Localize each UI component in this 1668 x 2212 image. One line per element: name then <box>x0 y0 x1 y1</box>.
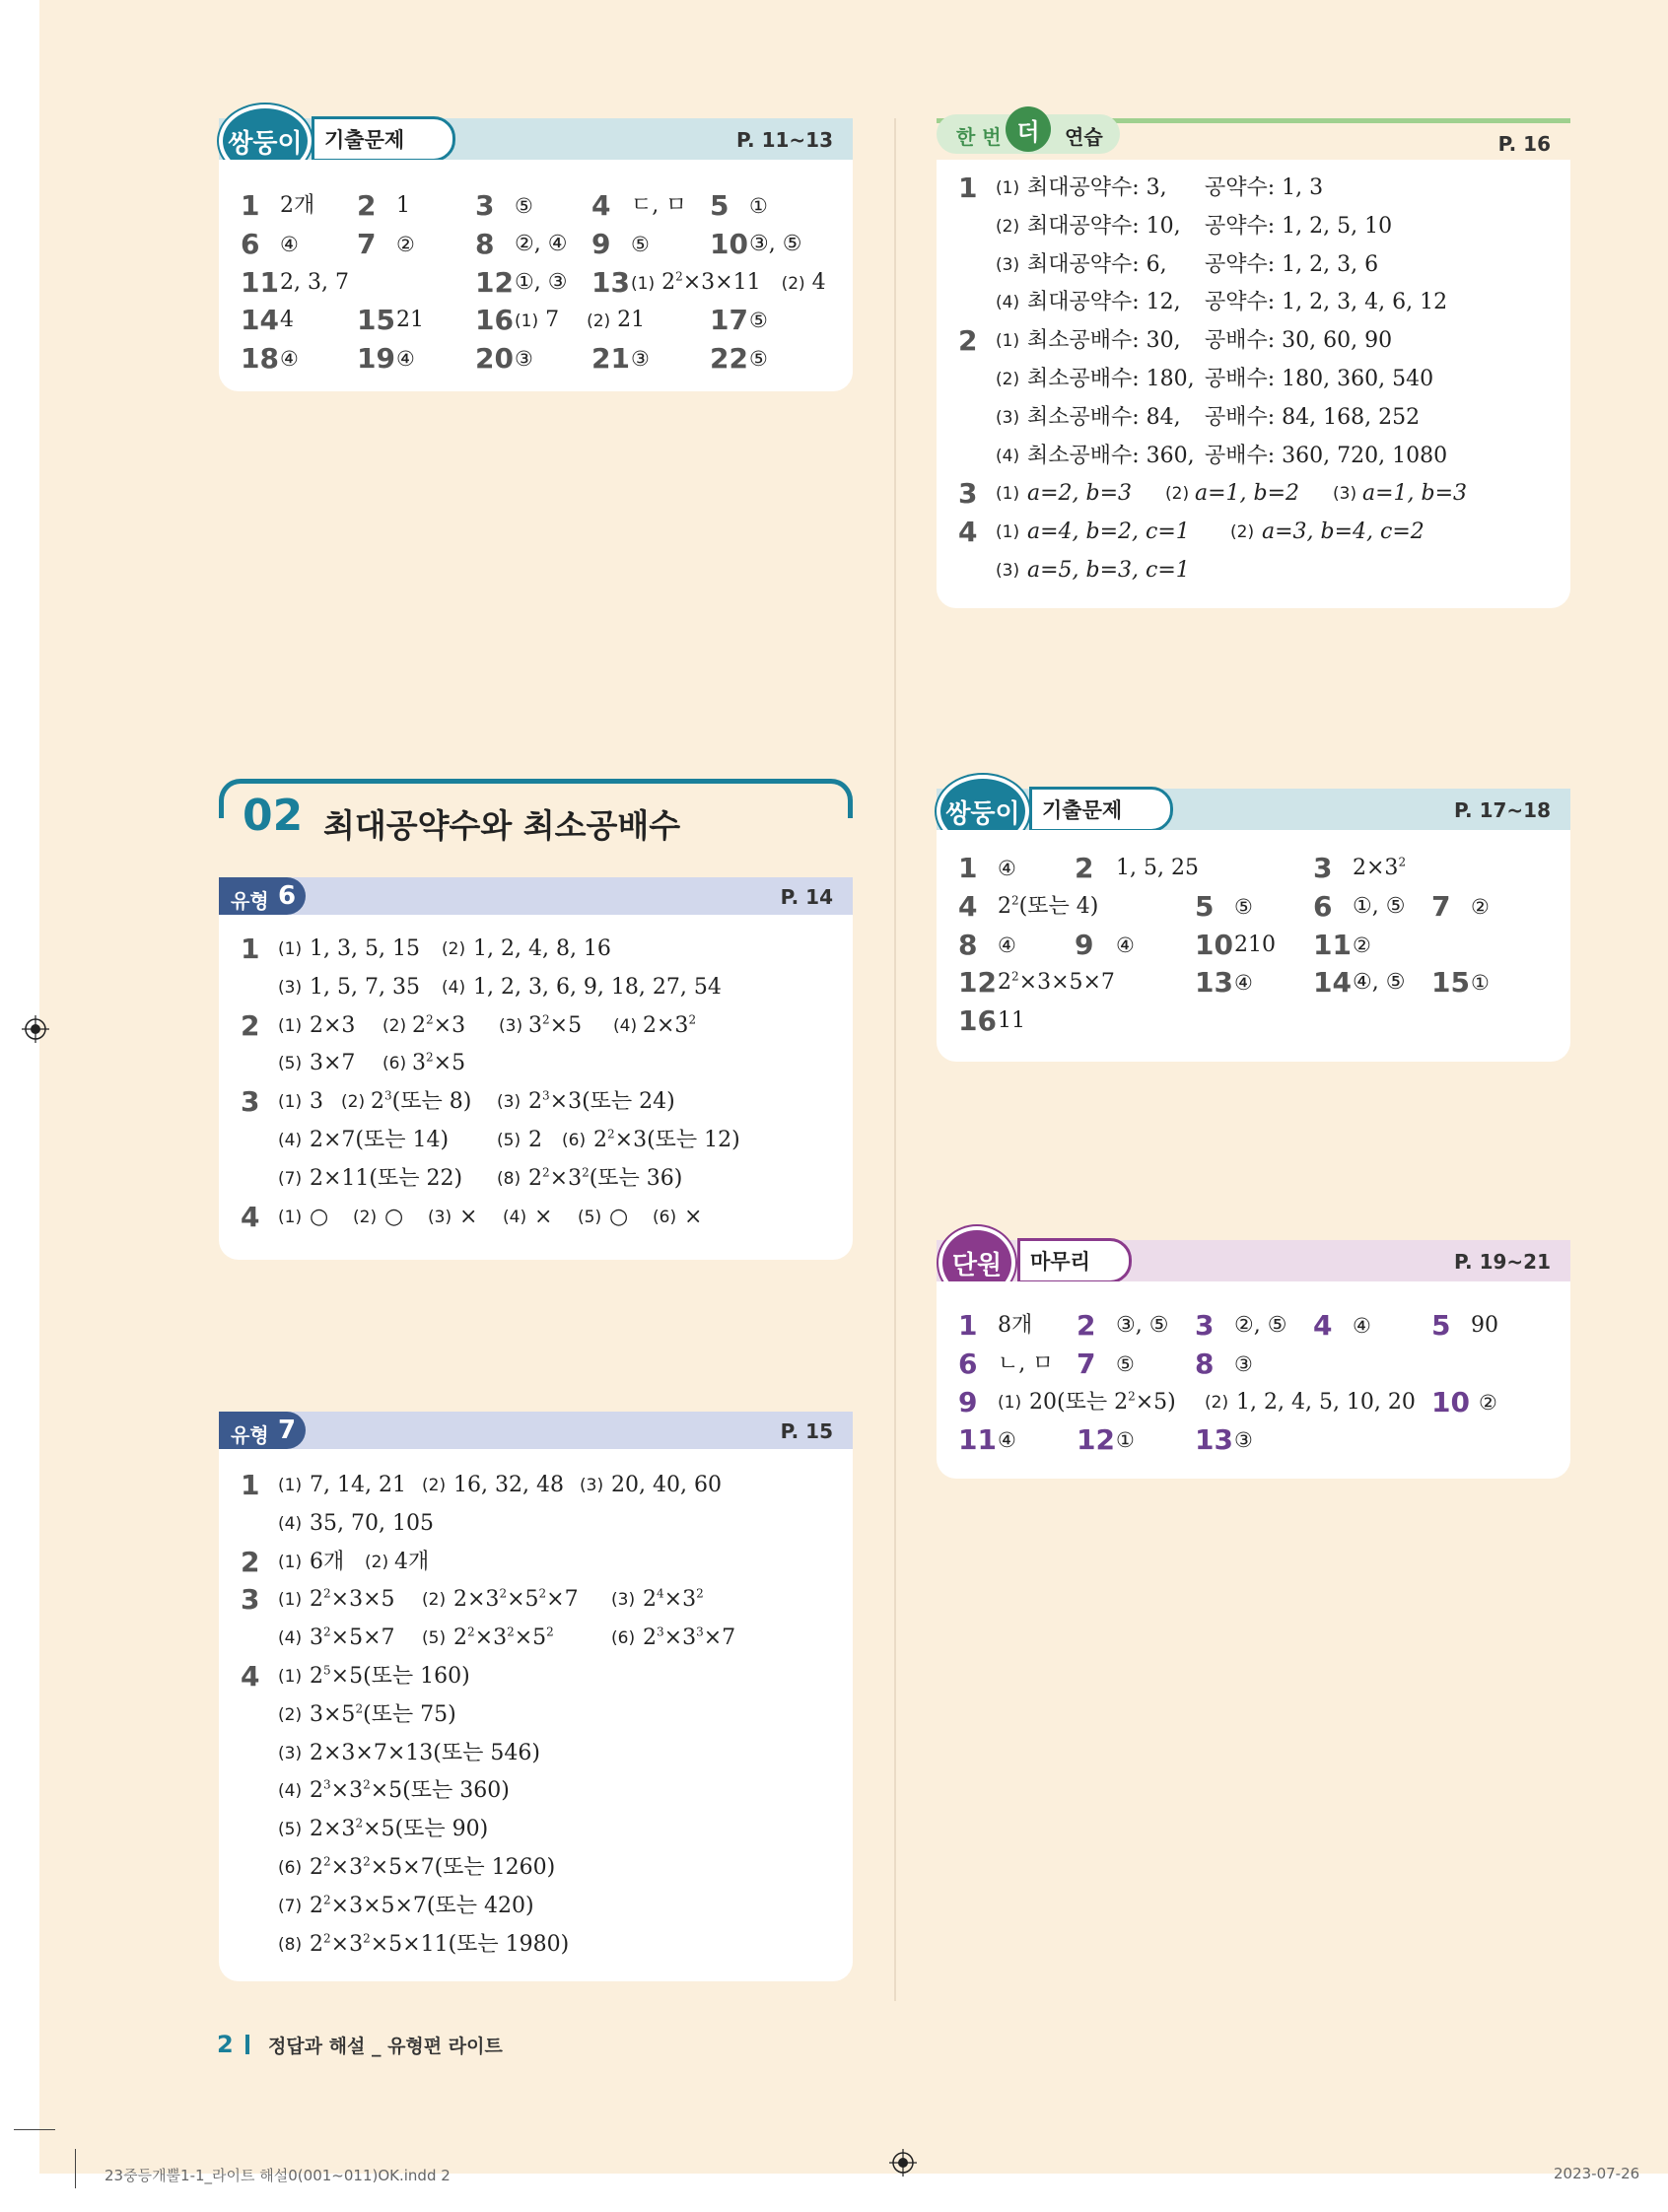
card-header <box>219 877 853 915</box>
answer-row: (7) $2^2\times 3\times 5\times 7$(또는 420) <box>278 1893 534 1918</box>
answer-row: 11 ④ 12 ① 13 ③ <box>958 1423 1253 1457</box>
answer-row: (4) 최소공배수: 360, 공배수: 360, 720, 1080 <box>996 443 1448 468</box>
badge-more: 더 <box>1006 106 1051 152</box>
registration-mark-icon <box>22 1015 49 1043</box>
page-reference: P. 15 <box>780 1419 833 1443</box>
answer-row: 1 ④ 2 1, 5, 25 3 $2\times 3^2$ <box>958 852 1407 884</box>
answer-row: (4) 35, 70, 105 <box>278 1510 434 1536</box>
answer-row: 16 11 <box>958 1004 1025 1038</box>
answer-row: 2 (1) 최소공배수: 30, 공배수: 30, 60, 90 <box>958 324 1393 358</box>
type-badge: 유형 7 <box>219 1412 306 1449</box>
answer-row: (5) $2\times 3^2\times 5$(또는 90) <box>278 1816 489 1842</box>
footer-text: 정답과 해설 _ 유형편 라이트 <box>267 2036 503 2057</box>
header-label: 마무리 <box>1017 1238 1132 1283</box>
card-header <box>219 118 853 160</box>
answer-row: 9 (1) 20(또는 $2^2\times 5$) (2) 1, 2, 4, 5, 10, 20 10 ② <box>958 1385 1497 1418</box>
crop-mark <box>75 2149 76 2188</box>
page-reference: P. 17~18 <box>1454 798 1551 822</box>
answer-row: 1 8개 2 ③, ⑤ 3 ②, ⑤ 4 ④ 5 90 <box>958 1309 1498 1342</box>
answer-row: (2) 최소공배수: 180, 공배수: 180, 360, 540 <box>996 366 1434 391</box>
answer-row: 3 (1) a=2, b=3 (2) a=1, b=2 (3) a=1, b=3 <box>958 477 1468 511</box>
answer-row: (4) $2^3\times 3^2\times 5$(또는 360) <box>278 1778 510 1804</box>
answer-row: (2) $3\times 5^2$(또는 75) <box>278 1701 456 1727</box>
header-label: 기출문제 <box>1029 787 1173 832</box>
answer-row: 4 $2^2$(또는 4) 5 ⑤ 6 ①, ⑤ 7 ② <box>958 889 1490 923</box>
answer-row: 1 (1) 최대공약수: 3, 공약수: 1, 3 <box>958 172 1324 204</box>
registration-mark-icon <box>889 2149 917 2177</box>
header-label: 연습 <box>1065 125 1103 149</box>
page-reference: P. 11~13 <box>736 128 833 152</box>
answer-row: (3) 1, 5, 7, 35 (4) 1, 2, 3, 6, 9, 18, 27, 54 <box>278 974 722 1000</box>
answer-row: 2 (1) 2×3 (2) $2^2\times 3$ (3) $3^2\times 5$ (4) $2\times 3^2$ <box>241 1008 697 1042</box>
badge-prefix: 한 번 <box>956 125 1002 149</box>
answer-row: 8 ④ 9 ④ 10 210 11 ② <box>958 928 1371 961</box>
answer-box <box>937 160 1570 608</box>
answer-row: (8) $2^2\times 3^2\times 5\times 11$(또는 1980) <box>278 1931 570 1957</box>
answer-row: 14 4 15 21 16 (1) 7 (2) 21 17 ⑤ <box>241 304 768 337</box>
card-header <box>219 1412 853 1449</box>
answer-row: (4) 최대공약수: 12, 공약수: 1, 2, 3, 4, 6, 12 <box>996 290 1448 315</box>
page-reference: P. 14 <box>780 885 833 909</box>
badge-unit: 단원 <box>938 1226 1015 1299</box>
section-title: 최대공약수와 최소공배수 <box>323 806 681 845</box>
answer-row: 1 (1) 7, 14, 21 (2) 16, 32, 48 (3) 20, 40, 60 <box>241 1469 722 1501</box>
answer-row: (3) 최소공배수: 84, 공배수: 84, 168, 252 <box>996 404 1421 430</box>
page-footer <box>217 2031 503 2058</box>
answer-row: (4) $3^2\times 5\times 7$ (5) $2^2\times 3^2\times 5^2$ (6) $2^3\times 3^3\times 7$ <box>278 1624 736 1651</box>
column-divider <box>894 118 896 2001</box>
answer-box <box>937 1281 1570 1479</box>
answer-row: 3 (1) 3 (2) $2^3$(또는 8) (3) $2^3\times 3$(또는 24) <box>241 1085 675 1119</box>
answer-row: 6 ㄴ, ㅁ 7 ⑤ 8 ③ <box>958 1347 1253 1380</box>
answer-row: (3) 최대공약수: 6, 공약수: 1, 2, 3, 6 <box>996 251 1379 277</box>
answer-row: 12 $2^2\times 3\times 5\times 7$ 13 ④ 14 ④, ⑤ 15 ① <box>958 966 1490 1000</box>
section-number: 02 <box>237 791 309 841</box>
answer-row: (6) $2^2\times 3^2\times 5\times 7$(또는 1260) <box>278 1854 556 1880</box>
answer-box <box>219 160 853 391</box>
header-label: 기출문제 <box>312 116 455 162</box>
answer-row: 2 (1) 6개 (2) 4개 <box>241 1545 430 1578</box>
slug-date: 2023-07-26 <box>1554 2165 1640 2182</box>
answer-box <box>219 915 853 1260</box>
answer-row: 4 (1) ○ (2) ○ (3) × (4) × (5) ○ (6) × <box>241 1200 703 1233</box>
footer-bar <box>245 2035 249 2054</box>
answer-row: 1 (1) 1, 3, 5, 15 (2) 1, 2, 4, 8, 16 <box>241 933 611 965</box>
page-number: 2 <box>217 2031 234 2058</box>
crop-mark <box>14 2129 55 2130</box>
badge-twin: 쌍둥이 <box>937 775 1029 848</box>
answer-row: 3 (1) $2^2\times 3\times 5$ (2) $2\times 3^2\times 5^2\times 7$ (3) $2^4\times 3^2$ <box>241 1583 704 1617</box>
badge-twin: 쌍둥이 <box>219 104 312 177</box>
card-header <box>937 1240 1570 1281</box>
answer-row: (5) 3×7 (6) $3^2\times 5$ <box>278 1051 466 1076</box>
answer-row: 11 2, 3, 7 12 ①, ③ 13 (1) $2^2\times 3\times 11$ (2) 4 <box>241 265 826 299</box>
slug-filename: 23중등개뿔1-1_라이트 해설0(001~011)OK.indd 2 <box>104 2167 451 2184</box>
answer-row: (4) 2×7(또는 14) (5) 2 (6) $2^2\times 3$(또는 12) <box>278 1127 740 1152</box>
answer-row: (2) 최대공약수: 10, 공약수: 1, 2, 5, 10 <box>996 213 1393 239</box>
answer-row: (3) 2×3×7×13(또는 546) <box>278 1740 540 1765</box>
answer-box <box>219 1449 853 1981</box>
card-header <box>937 789 1570 830</box>
page-reference: P. 16 <box>1497 132 1551 156</box>
answer-row: 4 (1) $2^5\times 5$(또는 160) <box>241 1659 470 1693</box>
answer-row: (3) a=5, b=3, c=1 <box>996 557 1190 583</box>
answer-row: 18 ④ 19 ④ 20 ③ 21 ③ 22 ⑤ <box>241 342 768 376</box>
page-reference: P. 19~21 <box>1454 1250 1551 1274</box>
answer-box <box>937 830 1570 1062</box>
type-badge: 유형 6 <box>219 877 306 915</box>
answer-row: 4 (1) a=4, b=2, c=1 (2) a=3, b=4, c=2 <box>958 516 1425 549</box>
answer-row: 6 ④ 7 ② 8 ②, ④ 9 ⑤ 10 ③, ⑤ <box>241 227 802 260</box>
answer-row: 1 2개 2 1 3 ⑤ 4 ㄷ, ㅁ 5 ① <box>241 189 768 222</box>
answer-row: (7) 2×11(또는 22) (8) $2^2\times 3^2$(또는 36) <box>278 1165 683 1191</box>
